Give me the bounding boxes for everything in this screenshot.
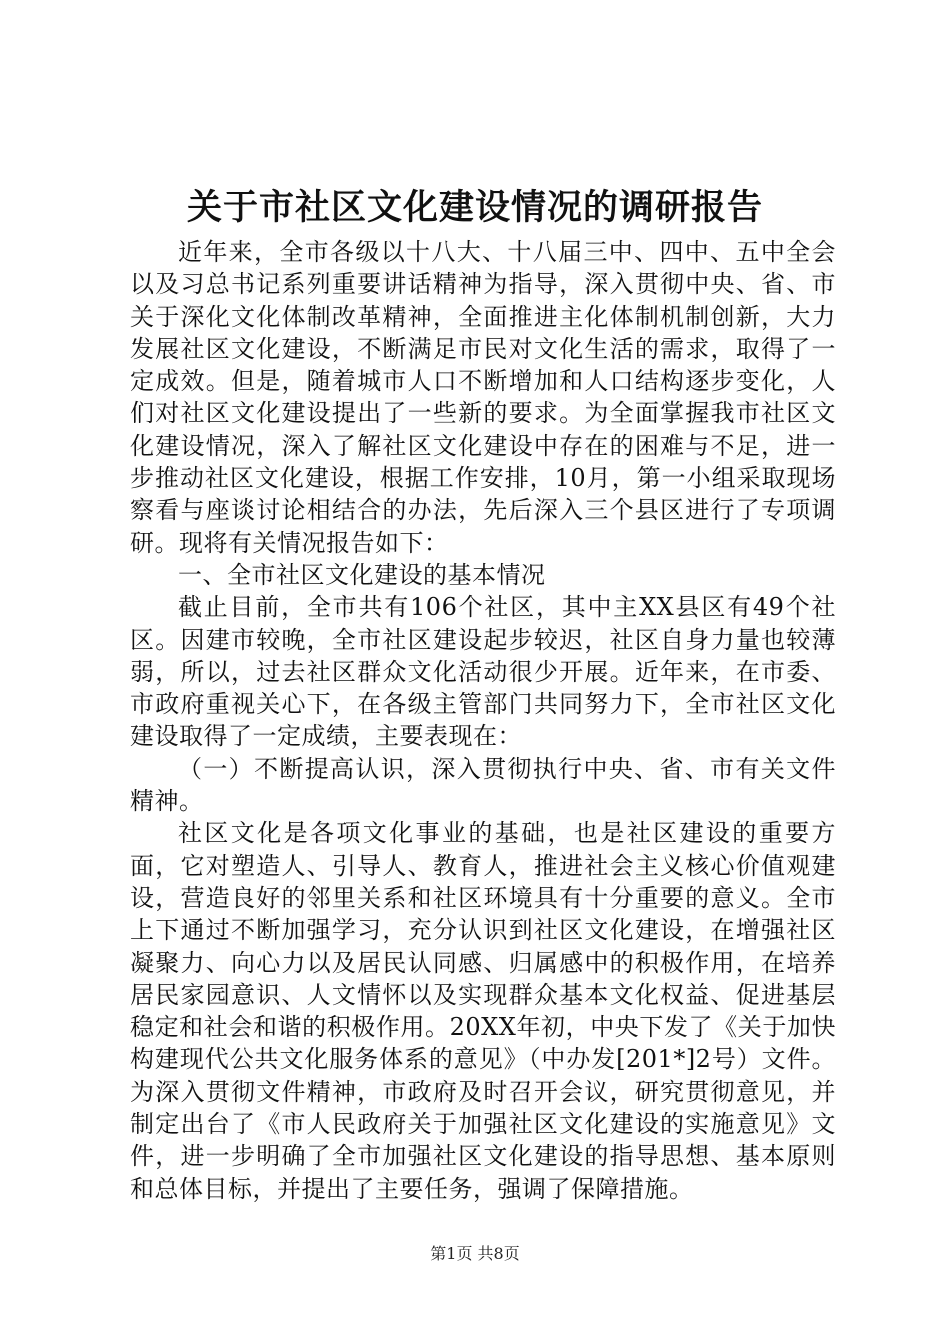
- document-body: [130, 236, 836, 1205]
- paragraph-intro: 近年来，全市各级以十八大、十八届三中、四中、五中全会以及习总书记系列重要讲话精神为指导，深入贯彻中央、省、市关于深化文化体制改革精神，全面推进主化体制机制创新，大力发展社区文化建设，不断满足市民对文化生活的需求，取得了一定成效。但是，随着城市人口不断增加和人口结构逐步变化，人们对社区文化建设提出了一些新的要求。为全面掌握我市社区文化建设情况，深入了解社区文化建设中存在的困难与不足，进一步推动社区文化建设，根据工作安排，10月，第一小组采取现场察看与座谈讨论相结合的办法，先后深入三个县区进行了专项调研。现将有关情况报告如下：: [130, 238, 836, 557]
- paragraph-basic-situation: 截止目前，全市共有106个社区，其中主XX县区有49个社区。因建市较晚，全市社区建设起步较迟，社区自身力量也较薄弱，所以，过去社区群众文化活动很少开展。近年来，在市委、市政府重视关心下，在各级主管部门共同努力下，全市社区文化建设取得了一定成绩，主要表现在：: [130, 593, 836, 751]
- page-footer: 第1页 共8页: [430, 1244, 520, 1263]
- section-heading-1: 一、全市社区文化建设的基本情况: [178, 560, 546, 589]
- subsection-heading-1: （一）不断提高认识，深入贯彻执行中央、省、市有关文件精神。: [130, 754, 836, 816]
- page-title: 关于市社区文化建设情况的调研报告: [186, 187, 763, 228]
- paragraph-community-culture: 社区文化是各项文化事业的基础，也是社区建设的重要方面，它对塑造人、引导人、教育人，推进社会主义核心价值观建设，营造良好的邻里关系和社区环境具有十分重要的意义。全市上下通过不断加强学习，充分认识到社区文化建设，在增强社区凝聚力、向心力以及居民认同感、归属感中的积极作用，在培养居民家园意识、人文情怀以及实现群众基本文化权益、促进基层稳定和社会和谐的积极作用。20XX年初，中央下发了《关于加快构建现代公共文化服务体系的意见》（中办发[201*]2号）文件。为深入贯彻文件精神，市政府及时召开会议，研究贯彻意见，并制定出台了《市人民政府关于加强社区文化建设的实施意见》文件，进一步明确了全市加强社区文化建设的指导思想、基本原则和总体目标，并提出了主要任务，强调了保障措施。: [130, 819, 836, 1203]
